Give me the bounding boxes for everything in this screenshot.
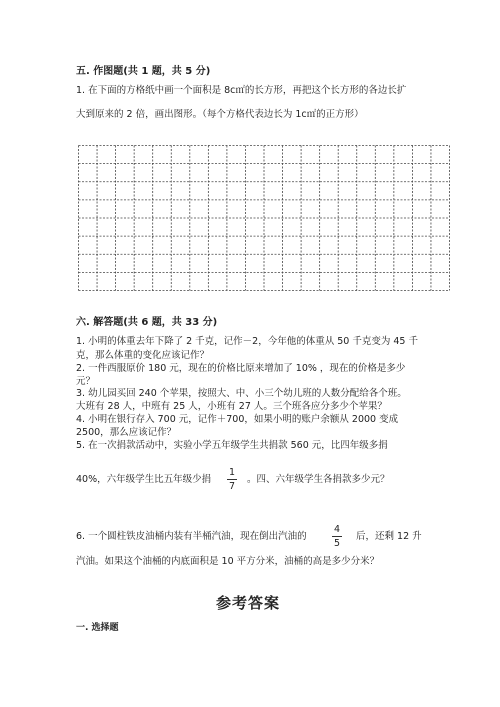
fraction-denominator: 5 bbox=[333, 538, 341, 549]
s6-q3-line2: 大班有 28 人，中班有 25 人，小班有 27 人。三个班各应分多少个苹果？ bbox=[76, 401, 387, 412]
grid-svg bbox=[78, 145, 450, 291]
answers-title: 参考答案 bbox=[216, 594, 281, 612]
s6-q3-line1: 3. 幼儿园买回 240 个苹果，按照大、中、小三个幼儿班的人数分配给各个班。 bbox=[76, 388, 407, 399]
fraction-numerator: 4 bbox=[333, 524, 341, 535]
s6-q1-line1: 1. 小明的体重去年下降了 2 千克，记作－2，今年他的体重从 50 千克变为 45 千 bbox=[76, 336, 418, 347]
s5-q1-line1: 1. 在下面的方格纸中画一个面积是 8c㎡的长方形，再把这个长方形的各边长扩 bbox=[76, 85, 407, 96]
s6-q4-line1: 4. 小明在银行存入 700 元，记作＋700，如果小明的账户余额从 2000 变成 bbox=[76, 414, 399, 425]
answers-section1-heading: 一. 选择题 bbox=[76, 623, 119, 633]
section5-heading: 五. 作图题(共 1 题，共 5 分) bbox=[76, 66, 211, 77]
s5-fraction-one-seventh bbox=[225, 467, 239, 492]
fraction-denominator: 7 bbox=[228, 481, 236, 492]
s6-q4-line2: 2500，那么应该记作？ bbox=[76, 427, 177, 438]
s6-q2-line1: 2. 一件西服原价 180 元，现在的价格比原来增加了 10% ，现在的价格是多少 bbox=[76, 363, 406, 374]
drawing-grid bbox=[78, 145, 450, 291]
s5-q1-line2: 大到原来的 2 倍，画出图形。（每个方格代表边长为 1c㎡的正方形） bbox=[76, 109, 364, 120]
s6-fraction-four-fifths bbox=[330, 524, 344, 549]
s6-q2-line2: 元？ bbox=[76, 376, 96, 387]
s6-q5-line2-b: 。四、六年级学生各捐款多少元？ bbox=[247, 474, 390, 485]
s6-q5-line2-a: 40%，六年级学生比五年级少捐 bbox=[76, 474, 212, 485]
s6-q5-line1: 5. 在一次捐款活动中，实验小学五年级学生共捐款 560 元，比四年级多捐 bbox=[76, 440, 388, 451]
s6-q6-line2: 汽油。如果这个油桶的内底面积是 10 平方分米，油桶的高是多少分米？ bbox=[76, 556, 380, 567]
s6-q6-line1-a: 6. 一个圆柱铁皮油桶内装有半桶汽油，现在倒出汽油的 bbox=[76, 531, 307, 542]
fraction-bar bbox=[332, 536, 342, 537]
s6-q6-line1-b: 后，还剩 12 升 bbox=[356, 531, 422, 542]
fraction-numerator: 1 bbox=[228, 467, 236, 478]
section6-heading: 六. 解答题(共 6 题，共 33 分) bbox=[76, 317, 218, 328]
fraction-bar bbox=[227, 479, 237, 480]
s6-q1-line2: 克，那么体重的变化应该记作？ bbox=[76, 350, 210, 361]
